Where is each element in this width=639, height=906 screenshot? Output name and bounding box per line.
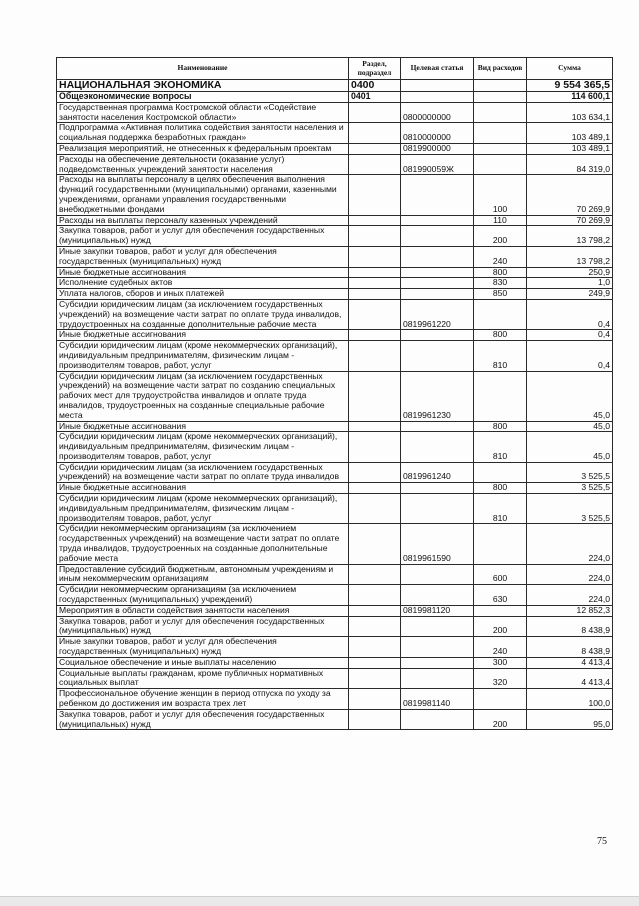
table-row (57, 709, 613, 730)
table-row (57, 80, 613, 92)
table-row (57, 564, 613, 585)
cell-sum: 114 600,1 (527, 92, 613, 103)
cell-target (401, 278, 474, 289)
cell-sum: 70 269,9 (527, 215, 613, 226)
table-row (57, 226, 613, 247)
table-row (57, 143, 613, 154)
cell-name: Предоставление субсидий бюджетным, автономным учреждениям и иным некоммерческим организациям (57, 564, 349, 585)
cell-target (401, 483, 474, 494)
table-row (57, 616, 613, 637)
cell-kind: 800 (474, 421, 527, 432)
cell-name: Субсидии юридическим лицам (кроме некоммерческих организаций), индивидуальным предпринимателям, физическим лицам - производителям товаров, работ, услуг (57, 494, 349, 524)
cell-kind: 830 (474, 278, 527, 289)
cell-target: 0819961590 (401, 524, 474, 564)
cell-name: Субсидии юридическим лицам (кроме некоммерческих организаций), индивидуальным предпринимателям, физическим лицам - производителям товаров, работ, услуг (57, 341, 349, 371)
cell-kind: 300 (474, 657, 527, 668)
cell-sum: 224,0 (527, 564, 613, 585)
cell-target: 0819981120 (401, 605, 474, 616)
cell-target: 0819961240 (401, 462, 474, 483)
cell-sum: 45,0 (527, 421, 613, 432)
cell-section (349, 605, 401, 616)
table-row (57, 246, 613, 267)
cell-kind: 110 (474, 215, 527, 226)
cell-sum: 8 438,9 (527, 616, 613, 637)
cell-section (349, 709, 401, 730)
cell-name: Социальное обеспечение и иные выплаты населению (57, 657, 349, 668)
cell-section (349, 657, 401, 668)
table-header-row (57, 58, 613, 80)
table-row (57, 102, 613, 123)
table-row (57, 421, 613, 432)
cell-target (401, 330, 474, 341)
cell-name: Расходы на выплаты персоналу в целях обеспечения выполнения функций государственными (муниципальными) органами, казенными учреждениями, органами управления государственными внебюджетными фондами (57, 175, 349, 215)
cell-kind: 240 (474, 637, 527, 658)
cell-sum: 103 489,1 (527, 143, 613, 154)
cell-section (349, 299, 401, 329)
cell-target (401, 668, 474, 689)
cell-target (401, 175, 474, 215)
cell-sum: 3 525,5 (527, 462, 613, 483)
header-section: Раздел, подраздел (349, 58, 401, 80)
cell-name: Закупка товаров, работ и услуг для обеспечения государственных (муниципальных) нужд (57, 709, 349, 730)
cell-sum: 0,4 (527, 341, 613, 371)
table-row (57, 585, 613, 606)
cell-sum: 4 413,4 (527, 668, 613, 689)
cell-sum: 8 438,9 (527, 637, 613, 658)
table-row (57, 432, 613, 462)
cell-kind: 240 (474, 246, 527, 267)
cell-sum: 3 525,5 (527, 483, 613, 494)
cell-name: Подпрограмма «Активная политика содействия занятости населения и социальная поддержка безработных граждан» (57, 123, 349, 144)
table-row (57, 689, 613, 710)
cell-target (401, 226, 474, 247)
cell-kind: 810 (474, 494, 527, 524)
cell-target: 0819981140 (401, 689, 474, 710)
cell-sum: 0,4 (527, 299, 613, 329)
cell-name: Расходы на обеспечение деятельности (оказание услуг) подведомственных учреждений занятости населения (57, 154, 349, 175)
cell-name: Иные бюджетные ассигнования (57, 483, 349, 494)
cell-target (401, 585, 474, 606)
table-row (57, 524, 613, 564)
cell-kind (474, 462, 527, 483)
cell-section (349, 689, 401, 710)
cell-target (401, 341, 474, 371)
cell-name: Социальные выплаты гражданам, кроме публичных нормативных социальных выплат (57, 668, 349, 689)
cell-sum: 103 489,1 (527, 123, 613, 144)
cell-target (401, 494, 474, 524)
cell-section (349, 585, 401, 606)
cell-section (349, 267, 401, 278)
cell-name: Иные закупки товаров, работ и услуг для обеспечения государственных (муниципальных) нужд (57, 246, 349, 267)
cell-name: Расходы на выплаты персоналу казенных учреждений (57, 215, 349, 226)
table-body (57, 80, 613, 730)
cell-sum: 224,0 (527, 585, 613, 606)
table-row (57, 278, 613, 289)
cell-sum: 95,0 (527, 709, 613, 730)
cell-section: 0400 (349, 80, 401, 92)
cell-sum: 84 319,0 (527, 154, 613, 175)
table-row (57, 494, 613, 524)
cell-kind (474, 102, 527, 123)
cell-kind (474, 92, 527, 103)
cell-sum: 4 413,4 (527, 657, 613, 668)
cell-sum: 12 852,3 (527, 605, 613, 616)
header-kind: Вид расходов (474, 58, 527, 80)
cell-section (349, 494, 401, 524)
table-row (57, 299, 613, 329)
cell-section (349, 432, 401, 462)
cell-kind (474, 154, 527, 175)
cell-name: Субсидии юридическим лицам (за исключением государственных учреждений) на возмещение части затрат по оплате труда инвалидов (57, 462, 349, 483)
cell-section (349, 462, 401, 483)
cell-name: Субсидии некоммерческим организациям (за исключением государственных учреждений) на возмещение части затрат по оплате труда инвалидов, трудоустроенных на созданные дополнительные рабочие места (57, 524, 349, 564)
cell-kind: 800 (474, 483, 527, 494)
cell-name: Иные бюджетные ассигнования (57, 421, 349, 432)
cell-target (401, 92, 474, 103)
budget-table (56, 57, 613, 730)
header-sum: Сумма (527, 58, 613, 80)
table-row (57, 92, 613, 103)
cell-section (349, 289, 401, 300)
table-row (57, 154, 613, 175)
table-row (57, 668, 613, 689)
cell-kind: 630 (474, 585, 527, 606)
cell-name: Иные бюджетные ассигнования (57, 330, 349, 341)
cell-kind (474, 80, 527, 92)
cell-section (349, 616, 401, 637)
table-row (57, 175, 613, 215)
cell-kind: 800 (474, 267, 527, 278)
cell-name: Субсидии некоммерческим организациям (за исключением государственных (муниципальных) учреждений) (57, 585, 349, 606)
cell-name: Иные закупки товаров, работ и услуг для обеспечения государственных (муниципальных) нужд (57, 637, 349, 658)
cell-section (349, 421, 401, 432)
cell-sum: 9 554 365,5 (527, 80, 613, 92)
cell-target (401, 564, 474, 585)
cell-target: 0800000000 (401, 102, 474, 123)
cell-section (349, 226, 401, 247)
cell-kind: 320 (474, 668, 527, 689)
cell-section (349, 341, 401, 371)
cell-name: Закупка товаров, работ и услуг для обеспечения государственных (муниципальных) нужд (57, 616, 349, 637)
cell-kind (474, 143, 527, 154)
cell-sum: 103 634,1 (527, 102, 613, 123)
cell-name: Субсидии юридическим лицам (кроме некоммерческих организаций), индивидуальным предпринимателям, физическим лицам - производителям товаров, работ, услуг (57, 432, 349, 462)
cell-target: 0819961230 (401, 371, 474, 421)
cell-target (401, 289, 474, 300)
cell-section (349, 215, 401, 226)
cell-target: 081990059Ж (401, 154, 474, 175)
cell-section (349, 143, 401, 154)
cell-kind: 100 (474, 175, 527, 215)
table-row (57, 483, 613, 494)
cell-section (349, 637, 401, 658)
cell-kind (474, 123, 527, 144)
cell-sum: 13 798,2 (527, 226, 613, 247)
table-row (57, 267, 613, 278)
table-row (57, 657, 613, 668)
cell-sum: 100,0 (527, 689, 613, 710)
cell-target (401, 215, 474, 226)
cell-target (401, 267, 474, 278)
cell-sum: 13 798,2 (527, 246, 613, 267)
cell-sum: 0,4 (527, 330, 613, 341)
cell-section (349, 483, 401, 494)
cell-kind (474, 524, 527, 564)
cell-name: Реализация мероприятий, не отнесенных к федеральным проектам (57, 143, 349, 154)
cell-name: Государственная программа Костромской области «Содействие занятости населения Костромской области» (57, 102, 349, 123)
cell-target: 0810000000 (401, 123, 474, 144)
cell-name: Иные бюджетные ассигнования (57, 267, 349, 278)
table-row (57, 605, 613, 616)
cell-name: Субсидии юридическим лицам (за исключением государственных учреждений) на возмещение части затрат по созданию специальных рабочих мест для трудоустройства инвалидов и оплате труда инвалидов, трудоустроенных на созданные специальные рабочие места (57, 371, 349, 421)
cell-sum: 250,9 (527, 267, 613, 278)
cell-sum: 45,0 (527, 432, 613, 462)
cell-target (401, 421, 474, 432)
table-row (57, 330, 613, 341)
cell-target (401, 637, 474, 658)
cell-kind: 850 (474, 289, 527, 300)
table-row (57, 371, 613, 421)
cell-target: 0819961220 (401, 299, 474, 329)
cell-kind: 200 (474, 616, 527, 637)
cell-sum: 1,0 (527, 278, 613, 289)
table-row (57, 123, 613, 144)
cell-name: Общеэкономические вопросы (57, 92, 349, 103)
cell-sum: 224,0 (527, 524, 613, 564)
cell-kind: 810 (474, 341, 527, 371)
cell-sum: 3 525,5 (527, 494, 613, 524)
table-row (57, 341, 613, 371)
cell-target (401, 657, 474, 668)
cell-section (349, 330, 401, 341)
cell-section (349, 371, 401, 421)
cell-sum: 45,0 (527, 371, 613, 421)
cell-name: Мероприятия в области содействия занятости населения (57, 605, 349, 616)
cell-section (349, 564, 401, 585)
cell-name: Субсидии юридическим лицам (за исключением государственных учреждений) на возмещение части затрат по оплате труда инвалидов, трудоустроенных на созданные дополнительные рабочие места (57, 299, 349, 329)
cell-section (349, 154, 401, 175)
cell-kind: 200 (474, 226, 527, 247)
header-name: Наименование (57, 58, 349, 80)
cell-target (401, 80, 474, 92)
cell-kind (474, 299, 527, 329)
cell-section (349, 668, 401, 689)
cell-name: НАЦИОНАЛЬНАЯ ЭКОНОМИКА (57, 80, 349, 92)
cell-kind: 800 (474, 330, 527, 341)
table-row (57, 215, 613, 226)
cell-section (349, 246, 401, 267)
cell-section (349, 102, 401, 123)
cell-target (401, 246, 474, 267)
cell-kind: 200 (474, 709, 527, 730)
page-number: 75 (597, 836, 607, 847)
cell-target (401, 709, 474, 730)
cell-name: Исполнение судебных актов (57, 278, 349, 289)
table-row (57, 637, 613, 658)
cell-section: 0401 (349, 92, 401, 103)
cell-name: Профессиональное обучение женщин в период отпуска по уходу за ребенком до достижения им возраста трех лет (57, 689, 349, 710)
cell-name: Уплата налогов, сборов и иных платежей (57, 289, 349, 300)
table-row (57, 462, 613, 483)
table-row (57, 289, 613, 300)
cell-target (401, 432, 474, 462)
cell-sum: 249,9 (527, 289, 613, 300)
cell-kind: 600 (474, 564, 527, 585)
header-target: Целевая статья (401, 58, 474, 80)
cell-name: Закупка товаров, работ и услуг для обеспечения государственных (муниципальных) нужд (57, 226, 349, 247)
cell-kind (474, 689, 527, 710)
cell-section (349, 175, 401, 215)
cell-kind: 810 (474, 432, 527, 462)
cell-target: 0819900000 (401, 143, 474, 154)
cell-kind (474, 371, 527, 421)
cell-section (349, 278, 401, 289)
cell-section (349, 123, 401, 144)
cell-sum: 70 269,9 (527, 175, 613, 215)
cell-target (401, 616, 474, 637)
cell-section (349, 524, 401, 564)
cell-kind (474, 605, 527, 616)
